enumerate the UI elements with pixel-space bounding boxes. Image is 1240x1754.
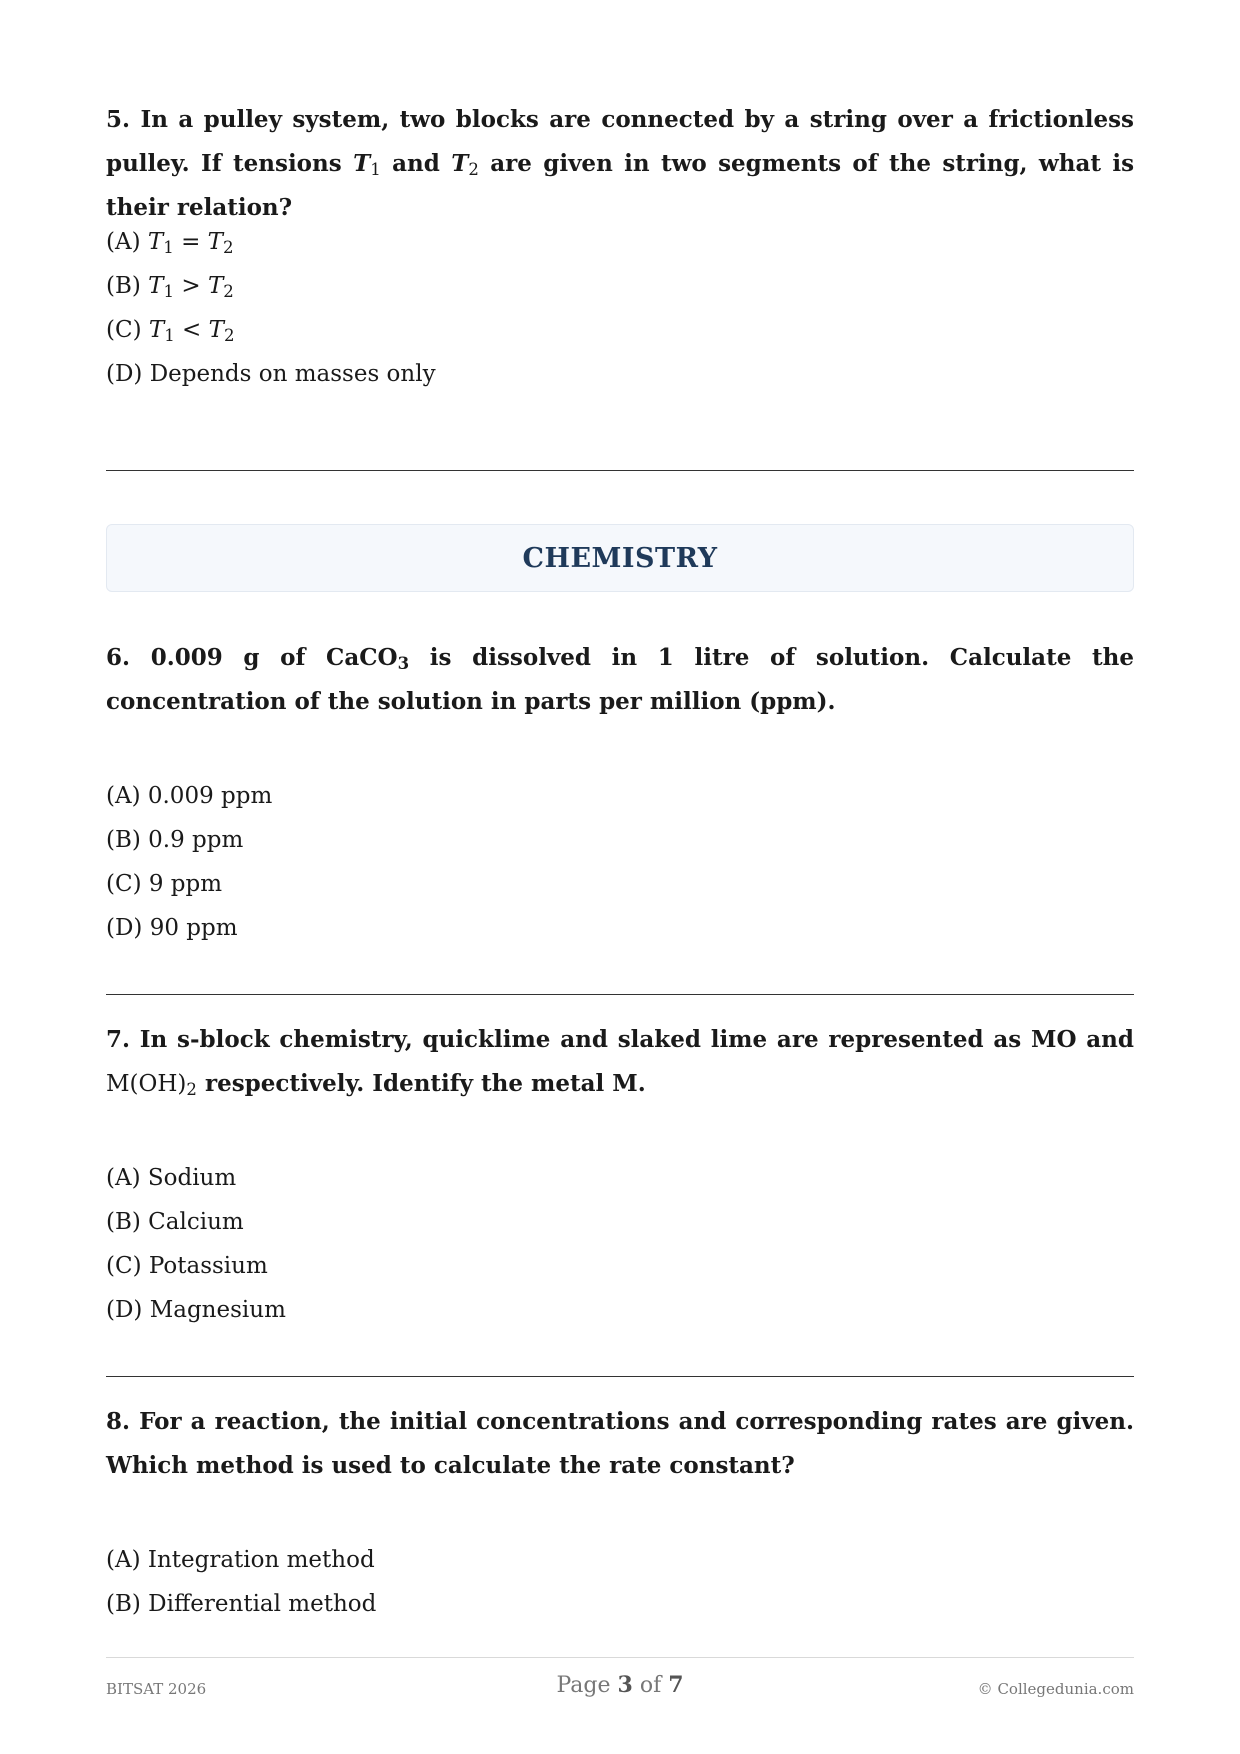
divider (106, 1376, 1134, 1377)
math-variable: T (148, 317, 165, 343)
question-8-text: 8. For a reaction, the initial concentrations and corresponding rates are given. Which method is used to calculate the rate constant? (106, 1408, 1134, 1479)
option-b[interactable]: (B) Calcium (106, 1209, 244, 1235)
question-6 (106, 636, 1134, 724)
option-c[interactable] (106, 308, 1134, 352)
page-of: of (639, 1673, 662, 1698)
copyright: © Collegedunia.com (977, 1680, 1134, 1698)
section-title: CHEMISTRY (522, 542, 718, 574)
page-total: 7 (668, 1672, 684, 1698)
math-variable: T (147, 229, 164, 255)
math-variable: T (451, 150, 469, 177)
math-subscript: 2 (223, 326, 235, 346)
option-a[interactable] (106, 220, 1134, 264)
question-6-text-part: 0.009 g of CaCO (150, 644, 398, 671)
math-operator: = (181, 229, 201, 255)
question-5 (106, 98, 1134, 230)
question-5-text-part: are given in two segments of the string, what is their relation? (106, 150, 1135, 221)
page-current: 3 (617, 1672, 633, 1698)
question-8 (106, 1400, 1134, 1488)
math-subscript: 1 (163, 282, 175, 302)
chemical-subscript: 2 (186, 1080, 197, 1100)
math-operator: > (181, 273, 201, 299)
section-header (106, 524, 1134, 592)
math-subscript: 2 (223, 238, 234, 258)
option-b[interactable] (106, 264, 1134, 308)
option-b[interactable]: (B) Differential method (106, 1591, 377, 1617)
question-7-text-part: respectively. Identify the metal M. (204, 1070, 646, 1097)
page-prefix: Page (556, 1673, 611, 1698)
math-variable: T (207, 273, 224, 299)
math-subscript: 1 (163, 238, 174, 258)
option-label: (C) (106, 317, 142, 343)
math-variable: T (208, 317, 224, 343)
question-5-text (106, 98, 1134, 230)
option-a[interactable]: (A) Sodium (106, 1165, 237, 1191)
option-label: (A) (106, 229, 141, 255)
option-c[interactable]: (C) Potassium (106, 1253, 268, 1279)
question-7 (106, 1018, 1134, 1106)
math-subscript: 1 (370, 160, 381, 180)
math-variable: T (148, 273, 164, 299)
chemical-subscript: 3 (397, 653, 410, 674)
math-operator: < (182, 317, 202, 343)
question-7-options (106, 1156, 1134, 1332)
math-variable: T (207, 229, 223, 255)
question-7-text (106, 1018, 1134, 1106)
question-6-text (106, 636, 1134, 724)
page-footer (106, 1657, 1134, 1718)
math-variable: T (353, 150, 371, 177)
divider (106, 994, 1134, 995)
divider (106, 470, 1134, 471)
option-d[interactable]: (D) 90 ppm (106, 915, 238, 941)
math-subscript: 2 (468, 160, 479, 180)
question-5-options (106, 220, 1134, 396)
exam-name: BITSAT 2026 (106, 1680, 207, 1698)
option-c[interactable]: (C) 9 ppm (106, 871, 223, 897)
option-a[interactable]: (A) Integration method (106, 1547, 375, 1573)
chemical-formula: M(OH) (106, 1071, 187, 1097)
math-subscript: 1 (164, 326, 175, 346)
option-b[interactable]: (B) 0.9 ppm (106, 827, 244, 853)
option-a[interactable]: (A) 0.009 ppm (106, 783, 273, 809)
option-label: (B) (106, 273, 141, 299)
question-6-options (106, 774, 1134, 950)
question-8-options (106, 1538, 1134, 1626)
question-5-text-part: and (392, 150, 440, 177)
question-7-text-part: In s-block chemistry, quicklime and slaked lime are represented as MO and (139, 1026, 1134, 1053)
question-5-text-part: In a pulley system, two blocks are connected by a string over a frictionless pulley. If tensions (106, 106, 1134, 177)
question-number: 7. (106, 1026, 131, 1053)
question-number: 6. (106, 644, 131, 671)
question-6-text-part: is dissolved in 1 litre of solution. Calculate the concentration of the solution in parts per million (ppm). (106, 644, 1134, 715)
option-d[interactable]: (D) Depends on masses only (106, 361, 436, 387)
option-d[interactable]: (D) Magnesium (106, 1297, 286, 1323)
math-subscript: 2 (223, 282, 234, 302)
question-number: 5. (106, 106, 131, 133)
